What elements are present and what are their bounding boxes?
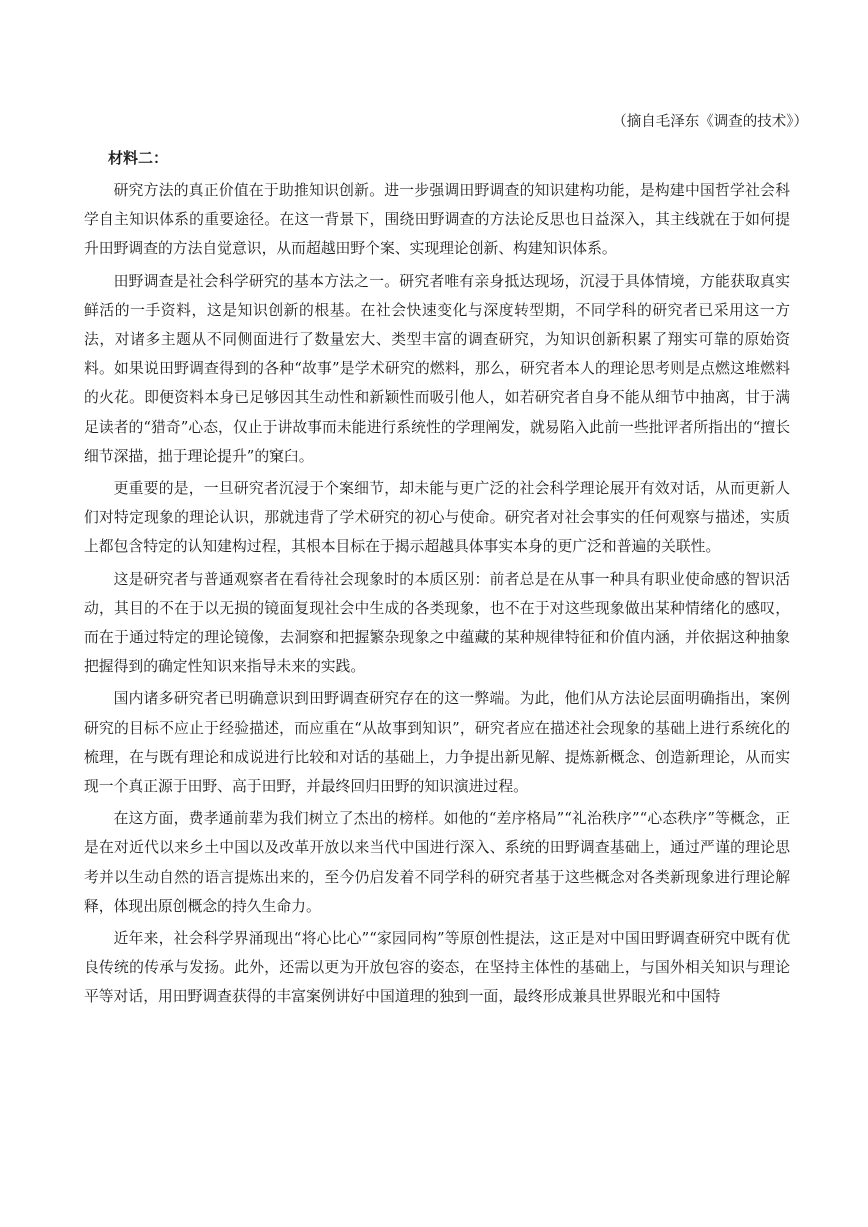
paragraph: 田野调查是社会科学研究的基本方法之一。研究者唯有亲身抵达现场，沉浸于具体情境，方能获取真实鲜活的一手资料，这是知识创新的根基。在社会快速变化与深度转型期，不同学科的研究者已采用这一方法，对诸多主题从不同侧面进行了数量宏大、类型丰富的调查研究，为知识创新积累了翔实可靠的原始资料。如果说田野调查得到的各种“故事”是学术研究的燃料，那么，研究者本人的理论思考则是点燃这堆燃料的火花。即便资料本身已足够因其生动性和新颖性而吸引他人，如若研究者自身不能从细节中抽离，甘于满足读者的“猎奇”心态，仅止于讲故事而未能进行系统性的学理阐发，就易陷入此前一些批评者所指出的“擅长细节深描，拙于理论提升”的窠臼。 <box>84 272 790 465</box>
source-citation: （摘自毛泽东《调查的技术》） <box>612 114 808 130</box>
paragraph: 国内诸多研究者已明确意识到田野调查研究存在的这一弊端。为此，他们从方法论层面明确指出，案例研究的目标不应止于经验描述，而应重在“从故事到知识”，研究者应在描述社会现象的基础上进行系统化的梳理，在与既有理论和成说进行比较和对话的基础上，力争提出新见解、提炼新概念、创造新理论，从而实现一个真正源于田野、高于田野，并最终回归田野的知识演进过程。 <box>84 690 790 796</box>
paragraph: 这是研究者与普通观察者在看待社会现象时的本质区别：前者总是在从事一种具有职业使命感的智识活动，其目的不在于以无损的镜面复现社会中生成的各类现象，也不在于对这些现象做出某种情绪化的感叹，而在于通过特定的理论镜像，去洞察和把握繁杂现象之中蕴藏的某种规律特征和价值内涵，并依据这种抽象把握得到的确定性知识来指导未来的实践。 <box>84 570 790 676</box>
paragraph: 近年来，社会科学界涌现出“将心比心”“家园同构”等原创性提法，这正是对中国田野调查研究中既有优良传统的传承与发扬。此外，还需以更为开放包容的姿态，在坚持主体性的基础上，与国外相关知识与理论平等对话，用田野调查获得的丰富案例讲好中国道理的独到一面，最终形成兼具世界眼光和中国特 <box>84 930 790 1006</box>
paragraph: 在这方面，费孝通前辈为我们树立了杰出的榜样。如他的“差序格局”“礼治秩序”“心态秩序”等概念，正是在对近代以来乡土中国以及改革开放以来当代中国进行深入、系统的田野调查基础上，通过严谨的理论思考并以生动自然的语言提炼出来的，至今仍启发着不同学科的研究者基于这些概念对各类新现象进行理论解释，体现出原创概念的持久生命力。 <box>84 810 790 915</box>
paragraph: 更重要的是，一旦研究者沉浸于个案细节，却未能与更广泛的社会科学理论展开有效对话，从而更新人们对特定现象的理论认识，那就违背了学术研究的初心与使命。研究者对社会事实的任何观察与描述，实质上都包含特定的认知建构过程，其根本目标在于揭示超越具体事实本身的更广泛和普遍的关联性。 <box>84 480 790 556</box>
material-heading: 材料二： <box>108 149 169 167</box>
article-body <box>84 176 790 1015</box>
paragraph: 研究方法的真正价值在于助推知识创新。进一步强调田野调查的知识建构功能，是构建中国哲学社会科学自主知识体系的重要途径。在这一背景下，围绕田野调查的方法论反思也日益深入，其主线就在于如何提升田野调查的方法自觉意识，从而超越田野个案、实现理论创新、构建知识体系。 <box>84 182 790 258</box>
